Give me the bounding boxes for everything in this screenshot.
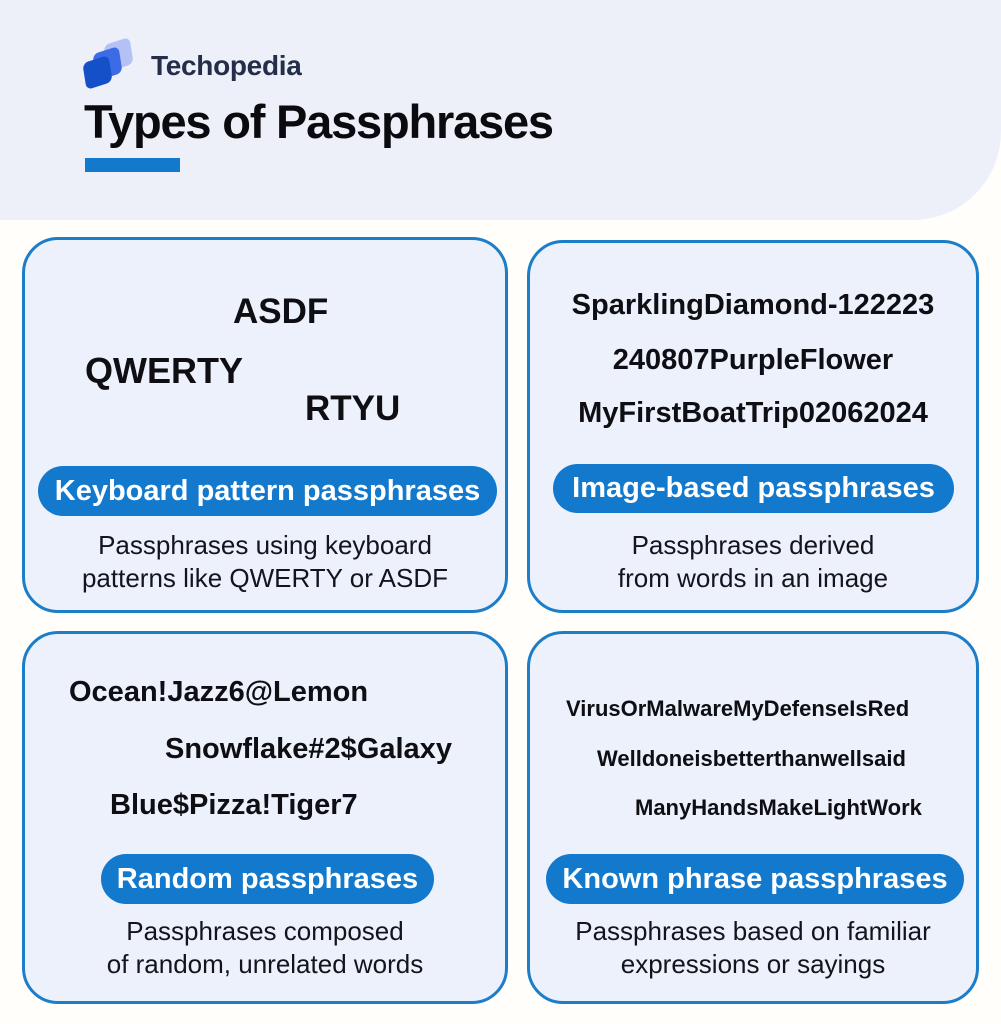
category-pill-label: Keyboard pattern passphrases: [54, 474, 481, 507]
page-title: Types of Passphrases: [84, 95, 553, 148]
brand-wordmark: Techopedia: [151, 50, 302, 81]
example-passphrase: QWERTY: [85, 350, 243, 391]
category-description: [530, 529, 976, 595]
example-passphrase: Ocean!Jazz6@Lemon: [69, 676, 369, 708]
description-line: patterns like QWERTY or ASDF: [81, 563, 449, 593]
card-known-phrase-passphrases: [527, 631, 979, 1004]
techopedia-logo-icon: [84, 40, 136, 92]
category-pill-label: Image-based passphrases: [572, 472, 935, 504]
description-line: Passphrases derived: [631, 530, 875, 560]
category-pill-known-phrase: [546, 854, 964, 904]
example-passphrase: MyFirstBoatTrip02062024: [578, 397, 928, 429]
category-pill-random: [101, 854, 434, 904]
example-passphrase: SparklingDiamond-122223: [571, 289, 935, 321]
example-passphrase: ASDF: [233, 292, 329, 331]
example-passphrase: 240807PurpleFlower: [612, 344, 894, 376]
brand: [84, 40, 302, 92]
card-keyboard-pattern-passphrases: [22, 237, 508, 613]
description-line: Passphrases based on familiar: [575, 916, 931, 946]
header-band: [0, 0, 1001, 220]
category-description: [25, 529, 505, 595]
example-passphrase: ManyHandsMakeLightWork: [635, 795, 922, 820]
description-line: Passphrases composed: [126, 916, 404, 946]
category-description: [530, 915, 976, 981]
category-pill-keyboard-pattern: [38, 466, 497, 516]
example-passphrase: Snowflake#2$Galaxy: [165, 733, 452, 765]
description-line: of random, unrelated words: [106, 949, 424, 979]
logo-square-front: [82, 55, 112, 90]
example-passphrase: Welldoneisbetterthanwellsaid: [597, 746, 906, 771]
category-pill-label: Random passphrases: [116, 862, 419, 895]
example-passphrase: RTYU: [305, 389, 401, 428]
description-line: expressions or sayings: [620, 949, 886, 979]
card-image-based-passphrases: [527, 240, 979, 613]
description-line: Passphrases using keyboard: [98, 530, 432, 560]
category-pill-image-based: [553, 464, 954, 513]
card-random-passphrases: [22, 631, 508, 1004]
title-underline: [85, 158, 180, 172]
category-pill-label: Known phrase passphrases: [562, 862, 948, 895]
description-line: from words in an image: [617, 563, 889, 593]
example-passphrase: Blue$Pizza!Tiger7: [110, 789, 358, 821]
example-passphrase: VirusOrMalwareMyDefenseIsRed: [566, 696, 910, 721]
category-description: [25, 915, 505, 981]
